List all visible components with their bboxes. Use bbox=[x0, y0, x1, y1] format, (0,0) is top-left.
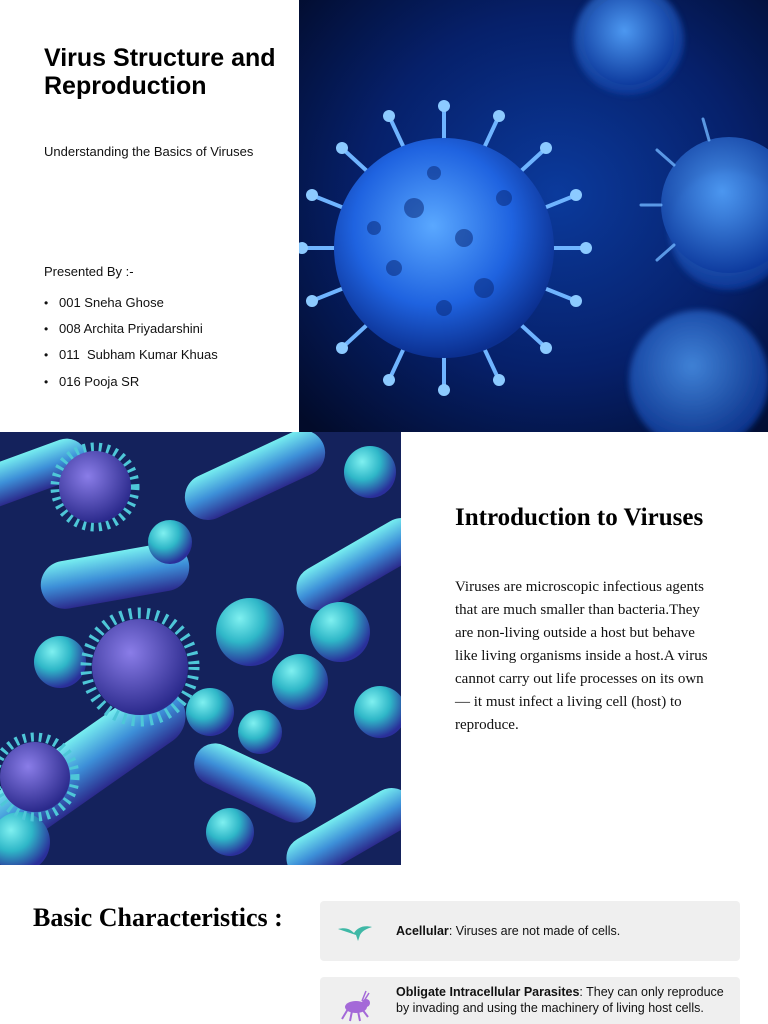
virus-photo bbox=[299, 0, 768, 432]
characteristic-card bbox=[320, 977, 740, 1024]
intro-paragraph: Viruses are microscopic infectious agents that are much smaller than bacteria.They are non-living outside a host but behave like living organisms inside a host.A virus cannot carry out life processes on its own — it must infect a living cell (host) to reproduce. bbox=[455, 579, 708, 733]
virus-illustration bbox=[299, 0, 768, 432]
slide-title: Virus Structure and Reproduction bbox=[44, 44, 276, 100]
presenter-item: • 008 Archita Priyadarshini bbox=[44, 316, 218, 342]
presenter-item: • 001 Sneha Ghose bbox=[44, 290, 218, 316]
presenter-list bbox=[44, 290, 218, 395]
bacteria-photo bbox=[0, 432, 401, 865]
presenter-item: • 011 Subham Kumar Khuas bbox=[44, 342, 218, 368]
presenter-item: • 016 Pooja SR bbox=[44, 369, 218, 395]
characteristic-term: Acellular bbox=[396, 924, 449, 938]
characteristic-text bbox=[396, 984, 730, 1016]
characteristic-card bbox=[320, 901, 740, 961]
characteristic-text bbox=[396, 923, 730, 939]
characteristics-slide bbox=[0, 865, 768, 1024]
bacteria-illustration bbox=[0, 432, 401, 865]
slide-title: Basic Characteristics : bbox=[33, 903, 283, 932]
presented-by-label: Presented By :- bbox=[44, 264, 134, 279]
slide-subtitle: Understanding the Basics of Viruses bbox=[44, 144, 254, 159]
title-slide bbox=[0, 0, 768, 432]
title-panel bbox=[0, 0, 299, 432]
introduction-slide bbox=[0, 432, 768, 865]
cricket-icon bbox=[336, 989, 376, 1024]
characteristic-description: : Viruses are not made of cells. bbox=[448, 924, 621, 938]
characteristic-term: Obligate Intracellular Parasites bbox=[396, 985, 580, 999]
slide-title: Introduction to Viruses bbox=[455, 504, 704, 531]
characteristic-description: : They can only reproduce by invading and using the machinery of living host cells. bbox=[396, 985, 724, 1015]
bird-icon bbox=[336, 913, 376, 949]
